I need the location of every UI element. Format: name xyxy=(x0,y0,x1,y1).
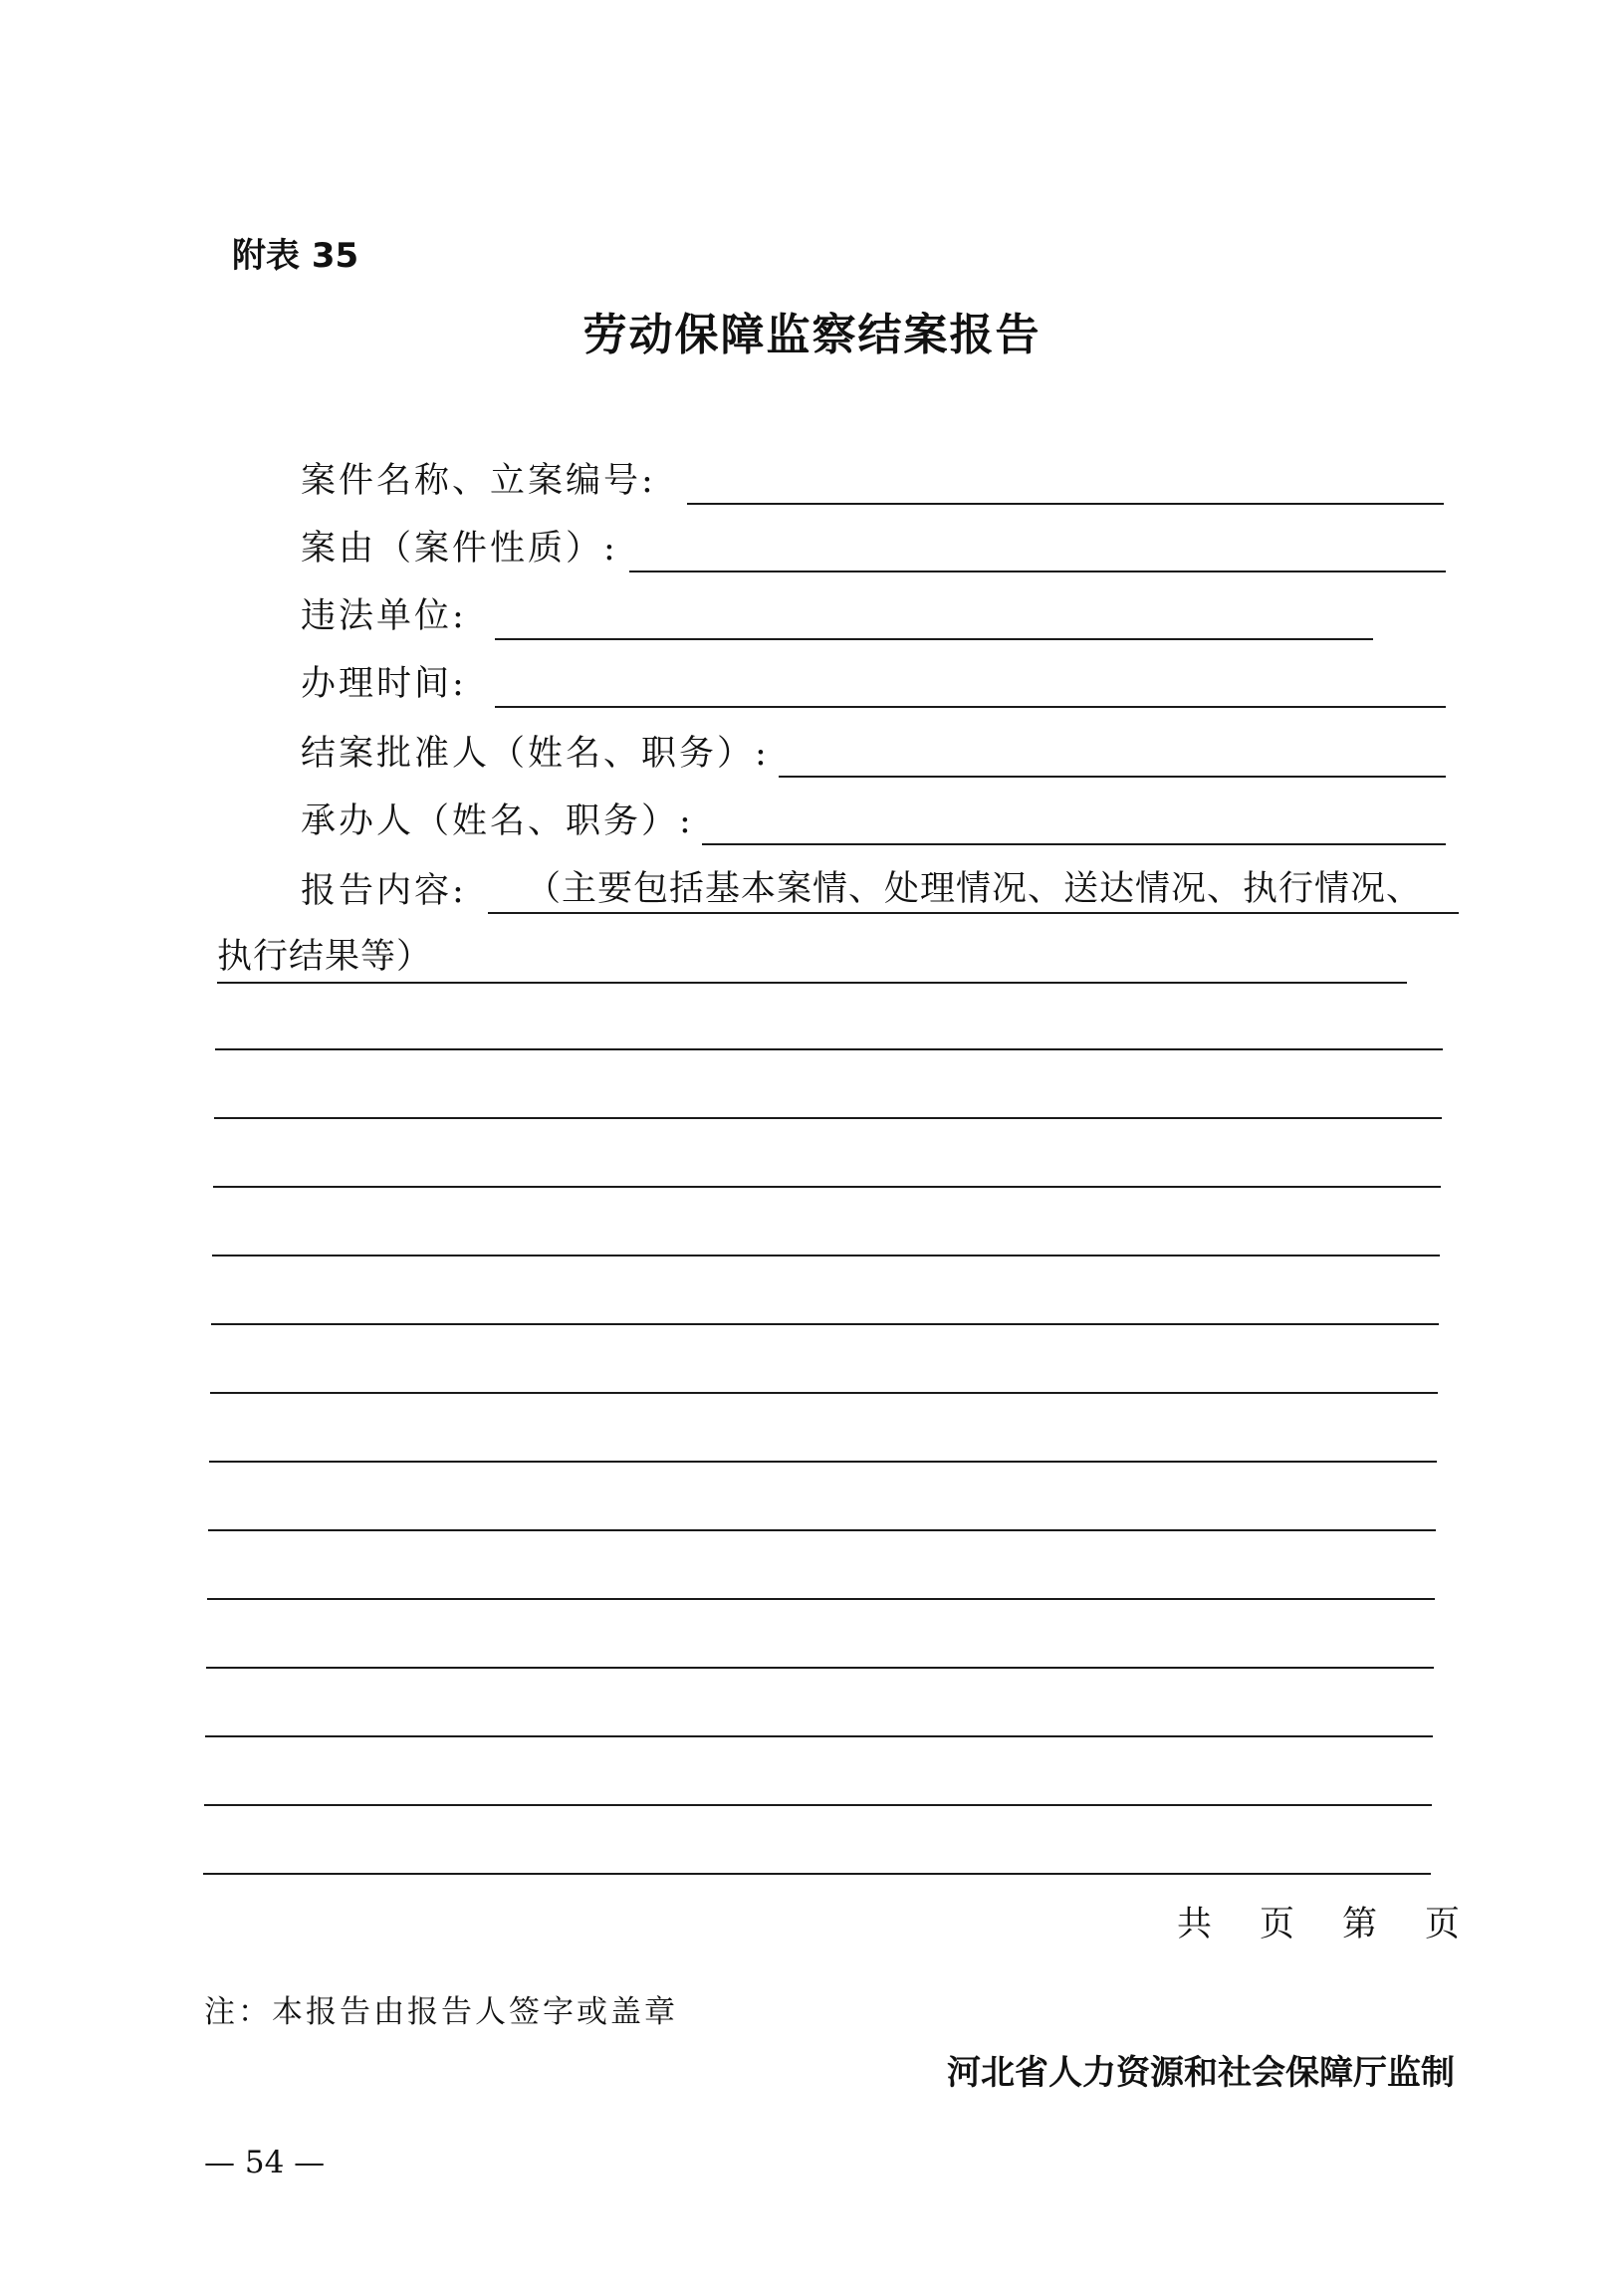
issuer-label: 河北省人力资源和社会保障厅监制 xyxy=(947,2053,1455,2093)
content-guide-text: （主要包括基本案情、处理情况、送达情况、执行情况、 xyxy=(526,869,1423,909)
page-count xyxy=(1177,1900,1460,1949)
content-writing-line[interactable] xyxy=(206,1667,1434,1669)
content-writing-line[interactable] xyxy=(210,1392,1438,1394)
content-writing-line[interactable] xyxy=(204,1804,1432,1806)
content-writing-line[interactable] xyxy=(217,982,1407,984)
case-name-field[interactable] xyxy=(687,503,1444,505)
content-writing-line[interactable] xyxy=(208,1529,1436,1531)
content-writing-line[interactable] xyxy=(213,1186,1441,1188)
appendix-label: 附表 35 xyxy=(232,236,359,276)
cause-label: 案由（案件性质）: xyxy=(301,529,618,569)
page-number: — 54 — xyxy=(204,2145,326,2180)
content-writing-line[interactable] xyxy=(212,1255,1440,1257)
content-writing-line[interactable] xyxy=(205,1735,1433,1737)
handler-label: 承办人（姓名、职务）: xyxy=(301,801,694,841)
content-writing-line[interactable] xyxy=(209,1461,1437,1463)
handler-field[interactable] xyxy=(702,843,1446,845)
page-total-label: 共 xyxy=(1176,1905,1212,1944)
violator-field[interactable] xyxy=(495,638,1373,640)
cause-field[interactable] xyxy=(629,571,1446,572)
content-writing-line[interactable] xyxy=(207,1598,1435,1600)
approver-field[interactable] xyxy=(779,776,1446,778)
content-writing-line[interactable] xyxy=(211,1323,1439,1325)
content-guide-text-2: 执行结果等） xyxy=(217,937,433,977)
case-name-label: 案件名称、立案编号: xyxy=(301,461,656,501)
content-writing-line[interactable] xyxy=(203,1873,1431,1875)
page-unit-label: 页 xyxy=(1424,1905,1460,1944)
content-label: 报告内容: xyxy=(301,871,467,911)
content-writing-line[interactable] xyxy=(215,1048,1443,1050)
content-writing-line[interactable] xyxy=(214,1117,1442,1119)
handling-time-label: 办理时间: xyxy=(301,664,467,704)
approver-label: 结案批准人（姓名、职务）: xyxy=(301,734,770,774)
page-unit-label: 页 xyxy=(1259,1905,1294,1944)
violator-label: 违法单位: xyxy=(301,596,467,636)
page-ordinal-label: 第 xyxy=(1341,1905,1377,1944)
handling-time-field[interactable] xyxy=(495,706,1446,708)
signature-note: 注：本报告由报告人签字或盖章 xyxy=(204,1994,678,2030)
page-title: 劳动保障监察结案报告 xyxy=(582,310,1042,360)
